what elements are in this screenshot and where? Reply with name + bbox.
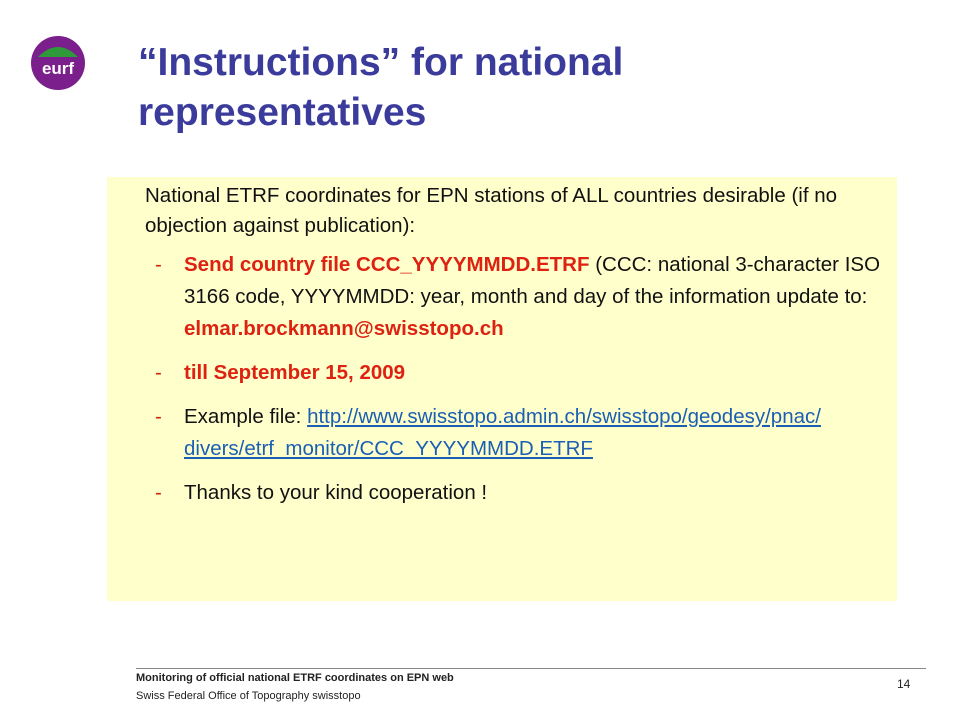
bullet-example-file <box>155 401 895 465</box>
bullet-dash: - <box>155 361 162 384</box>
footer-divider <box>136 668 926 669</box>
example-file-label: Example file: <box>184 405 308 428</box>
slide-title: “Instructions” for national representatives <box>138 41 624 134</box>
intro-text: National ETRF coordinates for EPN stations of ALL countries desirable (if no objection against publication): <box>145 184 838 237</box>
bullet-list <box>155 249 895 521</box>
content-box <box>107 177 897 601</box>
bullet-thanks <box>155 477 895 509</box>
bullet-dash: - <box>155 481 162 504</box>
email-address[interactable]: elmar.brockmann@swisstopo.ch <box>184 317 504 340</box>
deadline-text: till September 15, 2009 <box>184 361 406 384</box>
footer-organization: Swiss Federal Office of Topography swisstopo <box>136 690 361 702</box>
send-file-details: (CCC: national 3-character ISO 3166 code, YYYYMMDD: year, month and day of the information update to: <box>184 253 881 308</box>
thanks-text: Thanks to your kind cooperation ! <box>184 481 488 504</box>
bullet-dash: - <box>155 253 162 276</box>
example-file-link[interactable]: http://www.swisstopo.admin.ch/swisstopo/geodesy/pnac/ divers/etrf_monitor/CCC_YYYYMMDD.ETRF <box>184 405 821 460</box>
page-number: 14 <box>897 677 911 691</box>
logo-text: eurf <box>41 59 75 78</box>
bullet-deadline <box>155 357 895 389</box>
bullet-dash: - <box>155 405 162 428</box>
eurf-logo <box>30 35 86 91</box>
bullet-send-file <box>155 249 895 345</box>
footer-title: Monitoring of official national ETRF coordinates on EPN web <box>136 672 454 684</box>
send-file-instruction: Send country file CCC_YYYYMMDD.ETRF <box>184 253 590 276</box>
